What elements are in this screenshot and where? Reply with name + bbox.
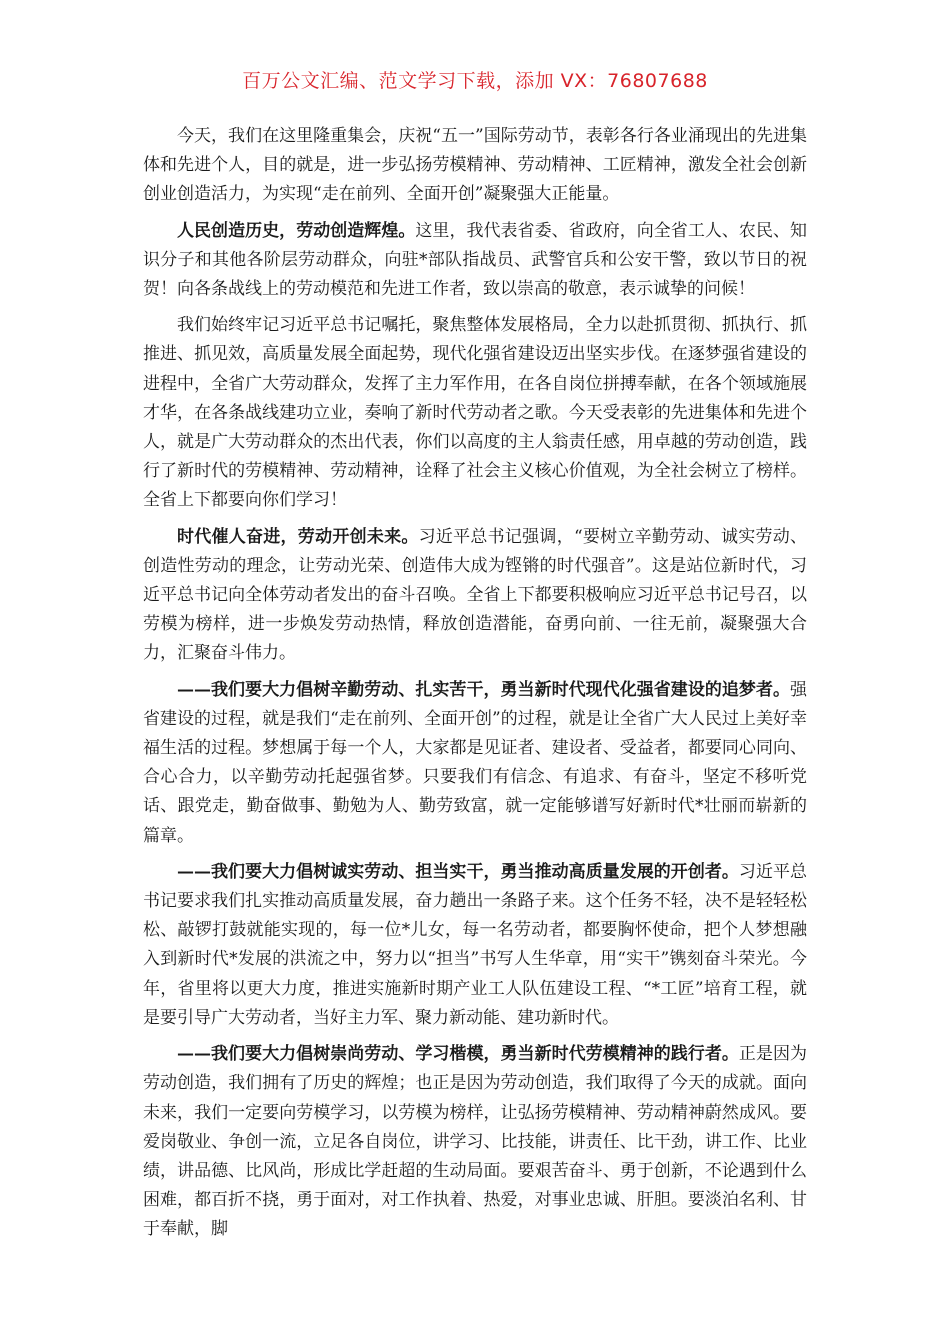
paragraph-text: 习近平总书记要求我们扎实推动高质量发展，奋力趟出一条路子来。这个任务不轻，决不是轻轻松松、敲锣打鼓就能实现的，每一位*儿女，每一名劳动者，都要胸怀使命，把个人梦想融入到新时代*发展的洪流之中，努力以“担当”书写人生华章，用“实干”镌刻奋斗荣光。今年，省里将以更大力度，推进实施新时期产业工人队伍建设工程、“*工匠”培育工程，就是要引导广大劳动者，当好主力军、聚力新动能、建功新时代。	[143, 861, 808, 1028]
paragraph-lead: 时代催人奋进，劳动开创未来。	[177, 526, 419, 547]
paragraph	[143, 523, 807, 669]
paragraph-text: 正是因为劳动创造，我们拥有了历史的辉煌；也正是因为劳动创造，我们取得了今天的成就。面向未来，我们一定要向劳模学习，以劳模为榜样，让弘扬劳模精神、劳动精神蔚然成风。要爱岗敬业、争创一流，立足各自岗位，讲学习、比技能，讲责任、比干劲，讲工作、比业绩，讲品德、比风尚，形成比学赶超的生动局面。要艰苦奋斗、勇于创新，不论遇到什么困难，都百折不挠，勇于面对，对工作执着、热爱，对事业忠诚、肝胆。要淡泊名利、甘于奉献，脚	[143, 1044, 808, 1240]
paragraph-lead: ——我们要大力倡树诚实劳动、担当实干，勇当推动高质量发展的开创者。	[177, 861, 739, 882]
paragraph-lead: 人民创造历史，劳动创造辉煌。	[177, 220, 416, 241]
paragraph	[143, 676, 807, 851]
watermark-header: 百万公文汇编、范文学习下载，添加 VX：76807688	[242, 70, 708, 92]
document-body	[143, 122, 807, 1252]
paragraph-text: 强省建设的过程，就是我们“走在前列、全面开创”的过程，就是让全省广大人民过上美好幸福生活的过程。梦想属于每一个人，大家都是见证者、建设者、受益者，都要同心同向、合心合力，以辛勤劳动托起强省梦。只要我们有信念、有追求、有奋斗，坚定不移听党话、跟党走，勤奋做事、勤勉为人、勤劳致富，就一定能够谱写好新时代*壮丽而崭新的篇章。	[143, 679, 807, 846]
paragraph-text: 今天，我们在这里隆重集会，庆祝“五一”国际劳动节，表彰各行各业涌现出的先进集体和先进个人，目的就是，进一步弘扬劳模精神、劳动精神、工匠精神，激发全社会创新创业创造活力，为实现“走在前列、全面开创”凝聚强大正能量。	[143, 126, 807, 205]
paragraph	[143, 311, 807, 515]
paragraph	[143, 858, 807, 1033]
paragraph	[143, 122, 807, 210]
paragraph-text: 我们始终牢记习近平总书记嘱托，聚焦整体发展格局，全力以赴抓贯彻、抓执行、抓推进、抓见效，高质量发展全面起势，现代化强省建设迈出坚实步伐。在逐梦强省建设的进程中，全省广大劳动群众，发挥了主力军作用，在各自岗位拼搏奉献，在各个领域施展才华，在各条战线建功立业，奏响了新时代劳动者之歌。今天受表彰的先进集体和先进个人，就是广大劳动群众的杰出代表，你们以高度的主人翁责任感，用卓越的劳动创造，践行了新时代的劳模精神、劳动精神，诠释了社会主义核心价值观，为全社会树立了榜样。全省上下都要向你们学习！	[143, 315, 807, 511]
paragraph-lead: ——我们要大力倡树辛勤劳动、扎实苦干，勇当新时代现代化强省建设的追梦者。	[177, 679, 790, 700]
paragraph	[143, 1040, 807, 1244]
paragraph-text: 这里，我代表省委、省政府，向全省工人、农民、知识分子和其他各阶层劳动群众，向驻*部队指战员、武警官兵和公安干警，致以节日的祝贺！向各条战线上的劳动模范和先进工作者，致以崇高的敬意，表示诚挚的问候！	[143, 220, 808, 300]
paragraph-text: 习近平总书记强调，“要树立辛勤劳动、诚实劳动、创造性劳动的理念，让劳动光荣、创造伟大成为铿锵的时代强音”。这是站位新时代，习近平总书记向全体劳动者发出的奋斗召唤。全省上下都要积极响应习近平总书记号召，以劳模为榜样，进一步焕发劳动热情，释放创造潜能，奋勇向前、一往无前，凝聚强大合力，汇聚奋斗伟力。	[143, 526, 807, 664]
paragraph	[143, 217, 807, 305]
paragraph-lead: ——我们要大力倡树崇尚劳动、学习楷模，勇当新时代劳模精神的践行者。	[177, 1044, 739, 1065]
